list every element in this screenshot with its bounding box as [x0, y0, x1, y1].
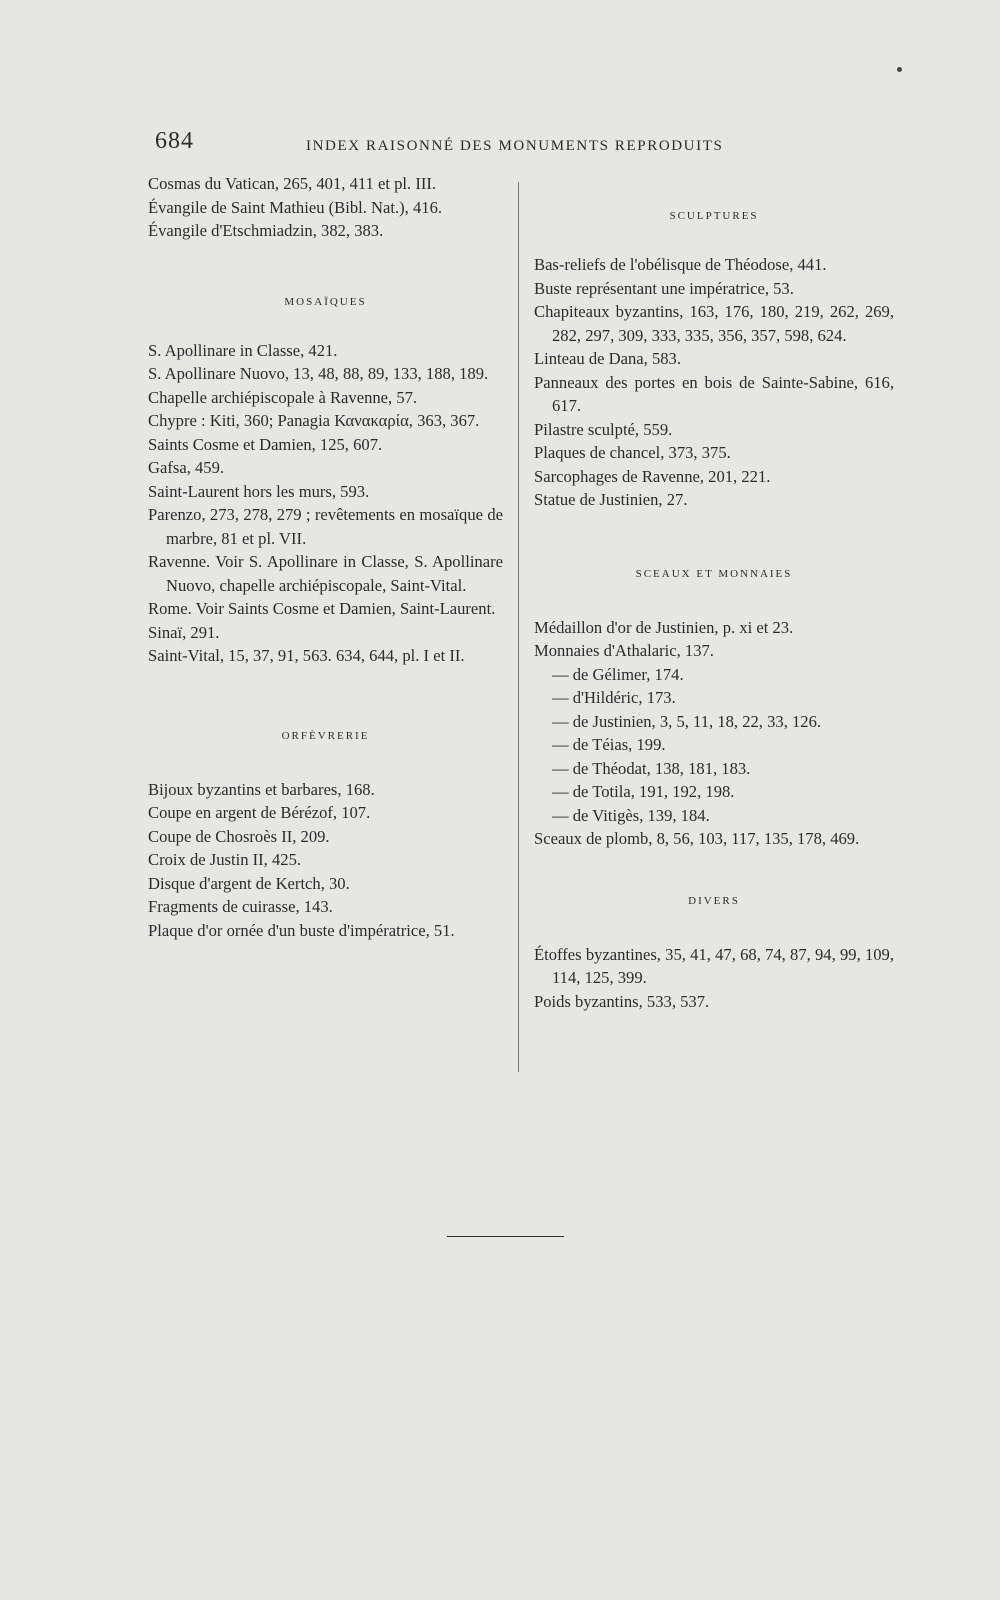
index-subentry: — de Totila, 191, 192, 198.: [552, 782, 735, 801]
index-entry: Chapelle archiépiscopale à Ravenne, 57.: [148, 387, 418, 407]
index-entry: Bijoux byzantins et barbares, 168.: [148, 779, 375, 799]
index-entry: Plaque d'or ornée d'un buste d'impératrice, 51.: [148, 920, 455, 940]
index-entry: Sceaux de plomb, 8, 56, 103, 117, 135, 178, 469.: [534, 829, 860, 848]
index-entry: Linteau de Dana, 583.: [534, 349, 681, 368]
index-entry: Statue de Justinien, 27.: [534, 490, 688, 509]
index-entry: Évangile d'Etschmiadzin, 382, 383.: [148, 221, 384, 240]
section-title-divers: DIVERS: [688, 894, 740, 907]
index-entry: Sinaï, 291.: [148, 622, 220, 642]
index-entry: Gafsa, 459.: [148, 458, 225, 477]
index-entry: Chypre : Kiti, 360; Panagia Κανακαρία, 363, 367.: [148, 411, 480, 430]
section-title-sceaux: SCEAUX ET MONNAIES: [635, 567, 793, 580]
section-title-sculptures: SCULPTURES: [669, 210, 759, 222]
section-title-mosaiques: MOSAÏQUES: [284, 295, 367, 308]
index-entry: Poids byzantins, 533, 537.: [534, 991, 710, 1011]
index-subentry: — de Vitigès, 139, 184.: [552, 805, 710, 825]
index-subentry: — de Justinien, 3, 5, 11, 18, 22, 33, 126.: [552, 711, 822, 731]
index-entry: Croix de Justin II, 425.: [148, 850, 302, 869]
index-entry: Saints Cosme et Damien, 125, 607.: [148, 434, 383, 454]
index-entry: Saint-Laurent hors les murs, 593.: [148, 481, 370, 501]
index-entry: Monnaies d'Athalaric, 137.: [534, 641, 714, 660]
index-entry: S. Apollinare Nuovo, 13, 48, 88, 89, 133, 188, 189.: [148, 364, 489, 383]
left-column: [148, 172, 503, 942]
index-entry: Bas-reliefs de l'obélisque de Théodose, 441.: [534, 255, 827, 274]
index-entry: Coupe en argent de Bérézof, 107.: [148, 803, 371, 822]
index-entry: Évangile de Saint Mathieu (Bibl. Nat.), 416.: [148, 197, 443, 217]
index-entry: Coupe de Chosroès II, 209.: [148, 826, 330, 846]
section-title-orfevrerie: ORFÈVRERIE: [281, 729, 370, 742]
index-entry: Pilastre sculpté, 559.: [534, 419, 673, 439]
index-entry: Rome. Voir Saints Cosme et Damien, Saint-Laurent.: [148, 599, 496, 618]
ink-speck: [897, 67, 902, 72]
index-entry: Saint-Vital, 15, 37, 91, 563. 634, 644, pl. I et II.: [148, 646, 465, 665]
index-entry: Chapiteaux byzantins, 163, 176, 180, 219, 262, 269, 282, 297, 309, 333, 335, 356, 357, 598, 624.: [534, 302, 894, 345]
index-entry: S. Apollinare in Classe, 421.: [148, 340, 338, 360]
end-rule: [447, 1236, 564, 1237]
column-divider: [518, 182, 519, 1072]
running-title: INDEX RAISONNÉ DES MONUMENTS REPRODUITS: [306, 138, 724, 154]
index-entry: Étoffes byzantines, 35, 41, 47, 68, 74, 87, 94, 99, 109, 114, 125, 399.: [534, 944, 894, 987]
index-entry: Buste représentant une impératrice, 53.: [534, 278, 794, 298]
index-entry: Plaques de chancel, 373, 375.: [534, 443, 731, 462]
index-subentry: — de Téias, 199.: [552, 735, 666, 754]
index-subentry: — d'Hildéric, 173.: [552, 688, 676, 707]
index-entry: Parenzo, 273, 278, 279 ; revêtements en mosaïque de marbre, 81 et pl. VII.: [148, 505, 503, 548]
index-entry: Ravenne. Voir S. Apollinare in Classe, S. Apollinare Nuovo, chapelle archiépiscopale, Saint-Vital.: [148, 552, 503, 595]
index-subentry: — de Théodat, 138, 181, 183.: [552, 758, 751, 778]
index-entry: Médaillon d'or de Justinien, p. xi et 23.: [534, 617, 794, 637]
index-entry: Sarcophages de Ravenne, 201, 221.: [534, 466, 771, 486]
page-number: 684: [155, 128, 194, 154]
index-entry: Disque d'argent de Kertch, 30.: [148, 873, 350, 893]
index-entry: Fragments de cuirasse, 143.: [148, 897, 333, 916]
index-entry: Panneaux des portes en bois de Sainte-Sabine, 616, 617.: [534, 372, 894, 415]
index-entry: Cosmas du Vatican, 265, 401, 411 et pl. III.: [148, 174, 437, 193]
right-column: [534, 172, 894, 1013]
index-subentry: — de Gélimer, 174.: [552, 664, 684, 684]
